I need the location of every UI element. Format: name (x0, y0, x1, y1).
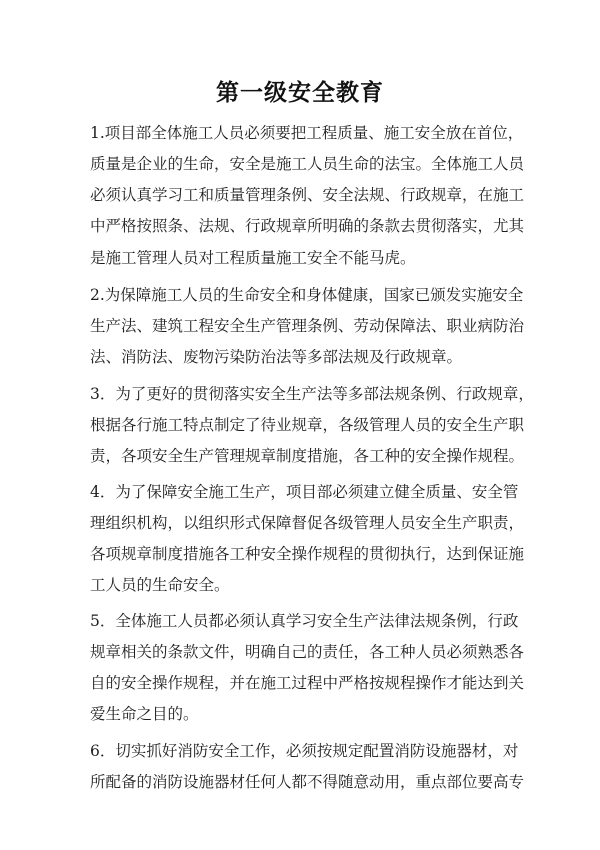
text-line: 3．为了更好的贯彻落实安全生产法等多部法规条例、行政规章， (90, 385, 534, 403)
text-line: 各项规章制度措施各工种安全操作规程的贯彻执行，达到保证施 (90, 545, 525, 563)
text-line: 必须认真学习工和质量管理条例、安全法规、行政规章，在施工 (90, 186, 525, 204)
text-line: 质量是企业的生命，安全是施工人员生命的法宝。全体施工人员 (90, 155, 525, 173)
text-line: 理组织机构，以组织形式保障督促各级管理人员安全生产职责， (90, 514, 525, 532)
text-line: 生产法、建筑工程安全生产管理条例、劳动保障法、职业病防治 (90, 317, 525, 335)
text-line: 4．为了保障安全施工生产，项目部必须建立健全质量、安全管 (90, 483, 519, 501)
page-title: 第一级安全教育 (216, 80, 384, 106)
text-line: 责，各项安全生产管理规章制度措施，各工种的安全操作规程。 (90, 447, 525, 465)
text-line: 是施工管理人员对工程质量施工安全不能马虎。 (90, 249, 416, 267)
text-line: 1.项目部全体施工人员必须要把工程质量、施工安全放在首位， (90, 124, 524, 142)
text-line: 5．全体施工人员都必须认真学习安全生产法律法规条例，行政 (90, 612, 519, 630)
text-line: 根据各行施工特点制定了待业规章，各级管理人员的安全生产职 (90, 416, 525, 434)
text-line: 6．切实抓好消防安全工作，必须按规定配置消防设施器材，对 (90, 742, 519, 760)
text-line: 中严格按照条、法规、行政规章所明确的条款去贯彻落实，尤其 (90, 217, 525, 235)
text-line: 自的安全操作规程，并在施工过程中严格按规程操作才能达到关 (90, 674, 525, 692)
text-line: 规章相关的条款文件，明确自己的责任，各工种人员必须熟悉各 (90, 643, 525, 661)
text-line: 法、消防法、废物污染防治法等多部法规及行政规章。 (90, 348, 463, 366)
text-line: 工人员的生命安全。 (90, 576, 230, 594)
text-line: 所配备的消防设施器材任何人都不得随意动用，重点部位要高专 (90, 773, 525, 791)
text-line: 爱生命之目的。 (90, 705, 199, 723)
text-line: 2.为保障施工人员的生命安全和身体健康，国家已颁发实施安全 (90, 286, 524, 304)
